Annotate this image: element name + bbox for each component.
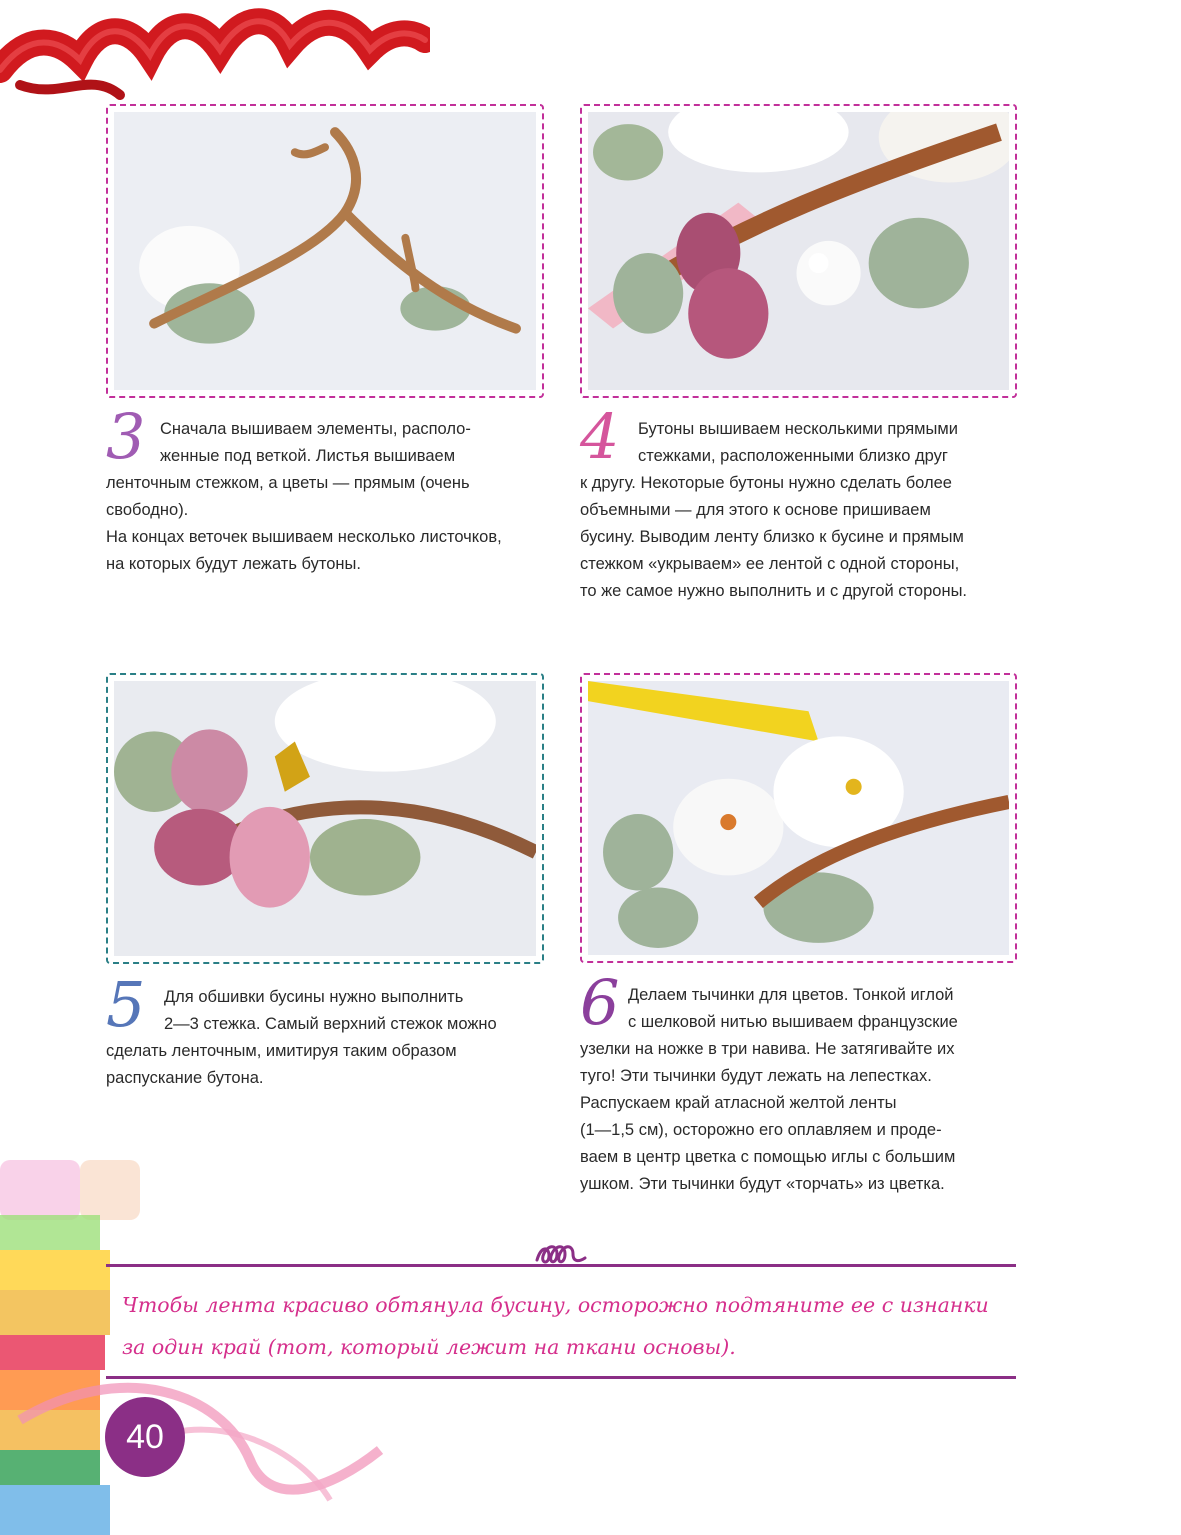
- tip-line-2: за один край (тот, который лежит на ткани основы).: [122, 1335, 736, 1359]
- step-6-line: ушком. Эти тычинки будут «торчать» из цветка.: [580, 1175, 945, 1193]
- step-6-text: [580, 966, 1020, 1198]
- step-5-text: [106, 968, 546, 1092]
- step-4-lead: Бутоны вышиваем несколькими прямыми: [638, 420, 958, 438]
- step-6-lead: Делаем тычинки для цветов. Тонкой иглой: [628, 986, 954, 1004]
- step-6-line: с шелковой нитью вышиваем французские: [628, 1013, 958, 1031]
- step-3-line: ленточным стежком, а цветы — прямым (очень: [106, 474, 470, 492]
- step-4-line: к другу. Некоторые бутоны нужно сделать более: [580, 474, 952, 492]
- step-6-line: (1—1,5 см), осторожно его оплавляем и проде-: [580, 1121, 942, 1139]
- step-4-line: стежками, расположенными близко друг: [638, 447, 948, 465]
- step-6-photo: [588, 681, 1009, 955]
- step-5-line: распускание бутона.: [106, 1069, 264, 1087]
- step-6-photo-frame: [580, 673, 1017, 963]
- tip-text: [122, 1284, 1022, 1368]
- step-4-photo-frame: [580, 104, 1017, 398]
- step-4-number: 4: [580, 400, 620, 473]
- step-5-line: сделать ленточным, имитируя таким образом: [106, 1042, 457, 1060]
- step-3-number: 3: [106, 400, 146, 473]
- step-3-line: свободно).: [106, 501, 189, 519]
- step-3-photo-frame: [106, 104, 544, 398]
- step-5-lead: Для обшивки бусины нужно выполнить: [164, 988, 464, 1006]
- step-5-photo: [114, 681, 536, 956]
- step-3-line: на которых будут лежать бутоны.: [106, 555, 361, 573]
- step-6-line: туго! Эти тычинки будут лежать на лепестках.: [580, 1067, 932, 1085]
- tip-line-1: Чтобы лента красиво обтянула бусину, осторожно подтяните ее с изнанки: [122, 1293, 989, 1317]
- tip-bottom-rule: [106, 1376, 1016, 1379]
- page-number-badge: [105, 1397, 185, 1477]
- page-number: 40: [126, 1418, 164, 1456]
- step-3-photo: [114, 112, 536, 390]
- step-3-line: женные под веткой. Листья вышиваем: [160, 447, 456, 465]
- tip-top-rule: [106, 1264, 1016, 1267]
- step-4-line: объемными — для этого к основе пришиваем: [580, 501, 931, 519]
- step-3-line: На концах веточек вышиваем несколько листочков,: [106, 528, 502, 546]
- step-6-line: Распускаем край атласной желтой ленты: [580, 1094, 897, 1112]
- step-6-line: ваем в центр цветка с помощью иглы с большим: [580, 1148, 956, 1166]
- step-4-text: [580, 400, 1020, 605]
- red-ribbon-decoration: [0, 0, 430, 110]
- step-5-photo-frame: [106, 673, 544, 964]
- step-4-photo: [588, 112, 1009, 390]
- step-5-line: 2—3 стежка. Самый верхний стежок можно: [164, 1015, 497, 1033]
- step-6-number: 6: [580, 966, 620, 1039]
- step-4-line: стежком «укрываем» ее лентой с одной стороны,: [580, 555, 960, 573]
- step-5-number: 5: [106, 968, 146, 1041]
- step-3-text: [106, 400, 546, 578]
- step-3-lead: Сначала вышиваем элементы, располо-: [160, 420, 471, 438]
- step-4-line: то же самое нужно выполнить и с другой стороны.: [580, 582, 968, 600]
- step-6-line: узелки на ножке в три навива. Не затягивайте их: [580, 1040, 955, 1058]
- step-4-line: бусину. Выводим ленту близко к бусине и прямым: [580, 528, 964, 546]
